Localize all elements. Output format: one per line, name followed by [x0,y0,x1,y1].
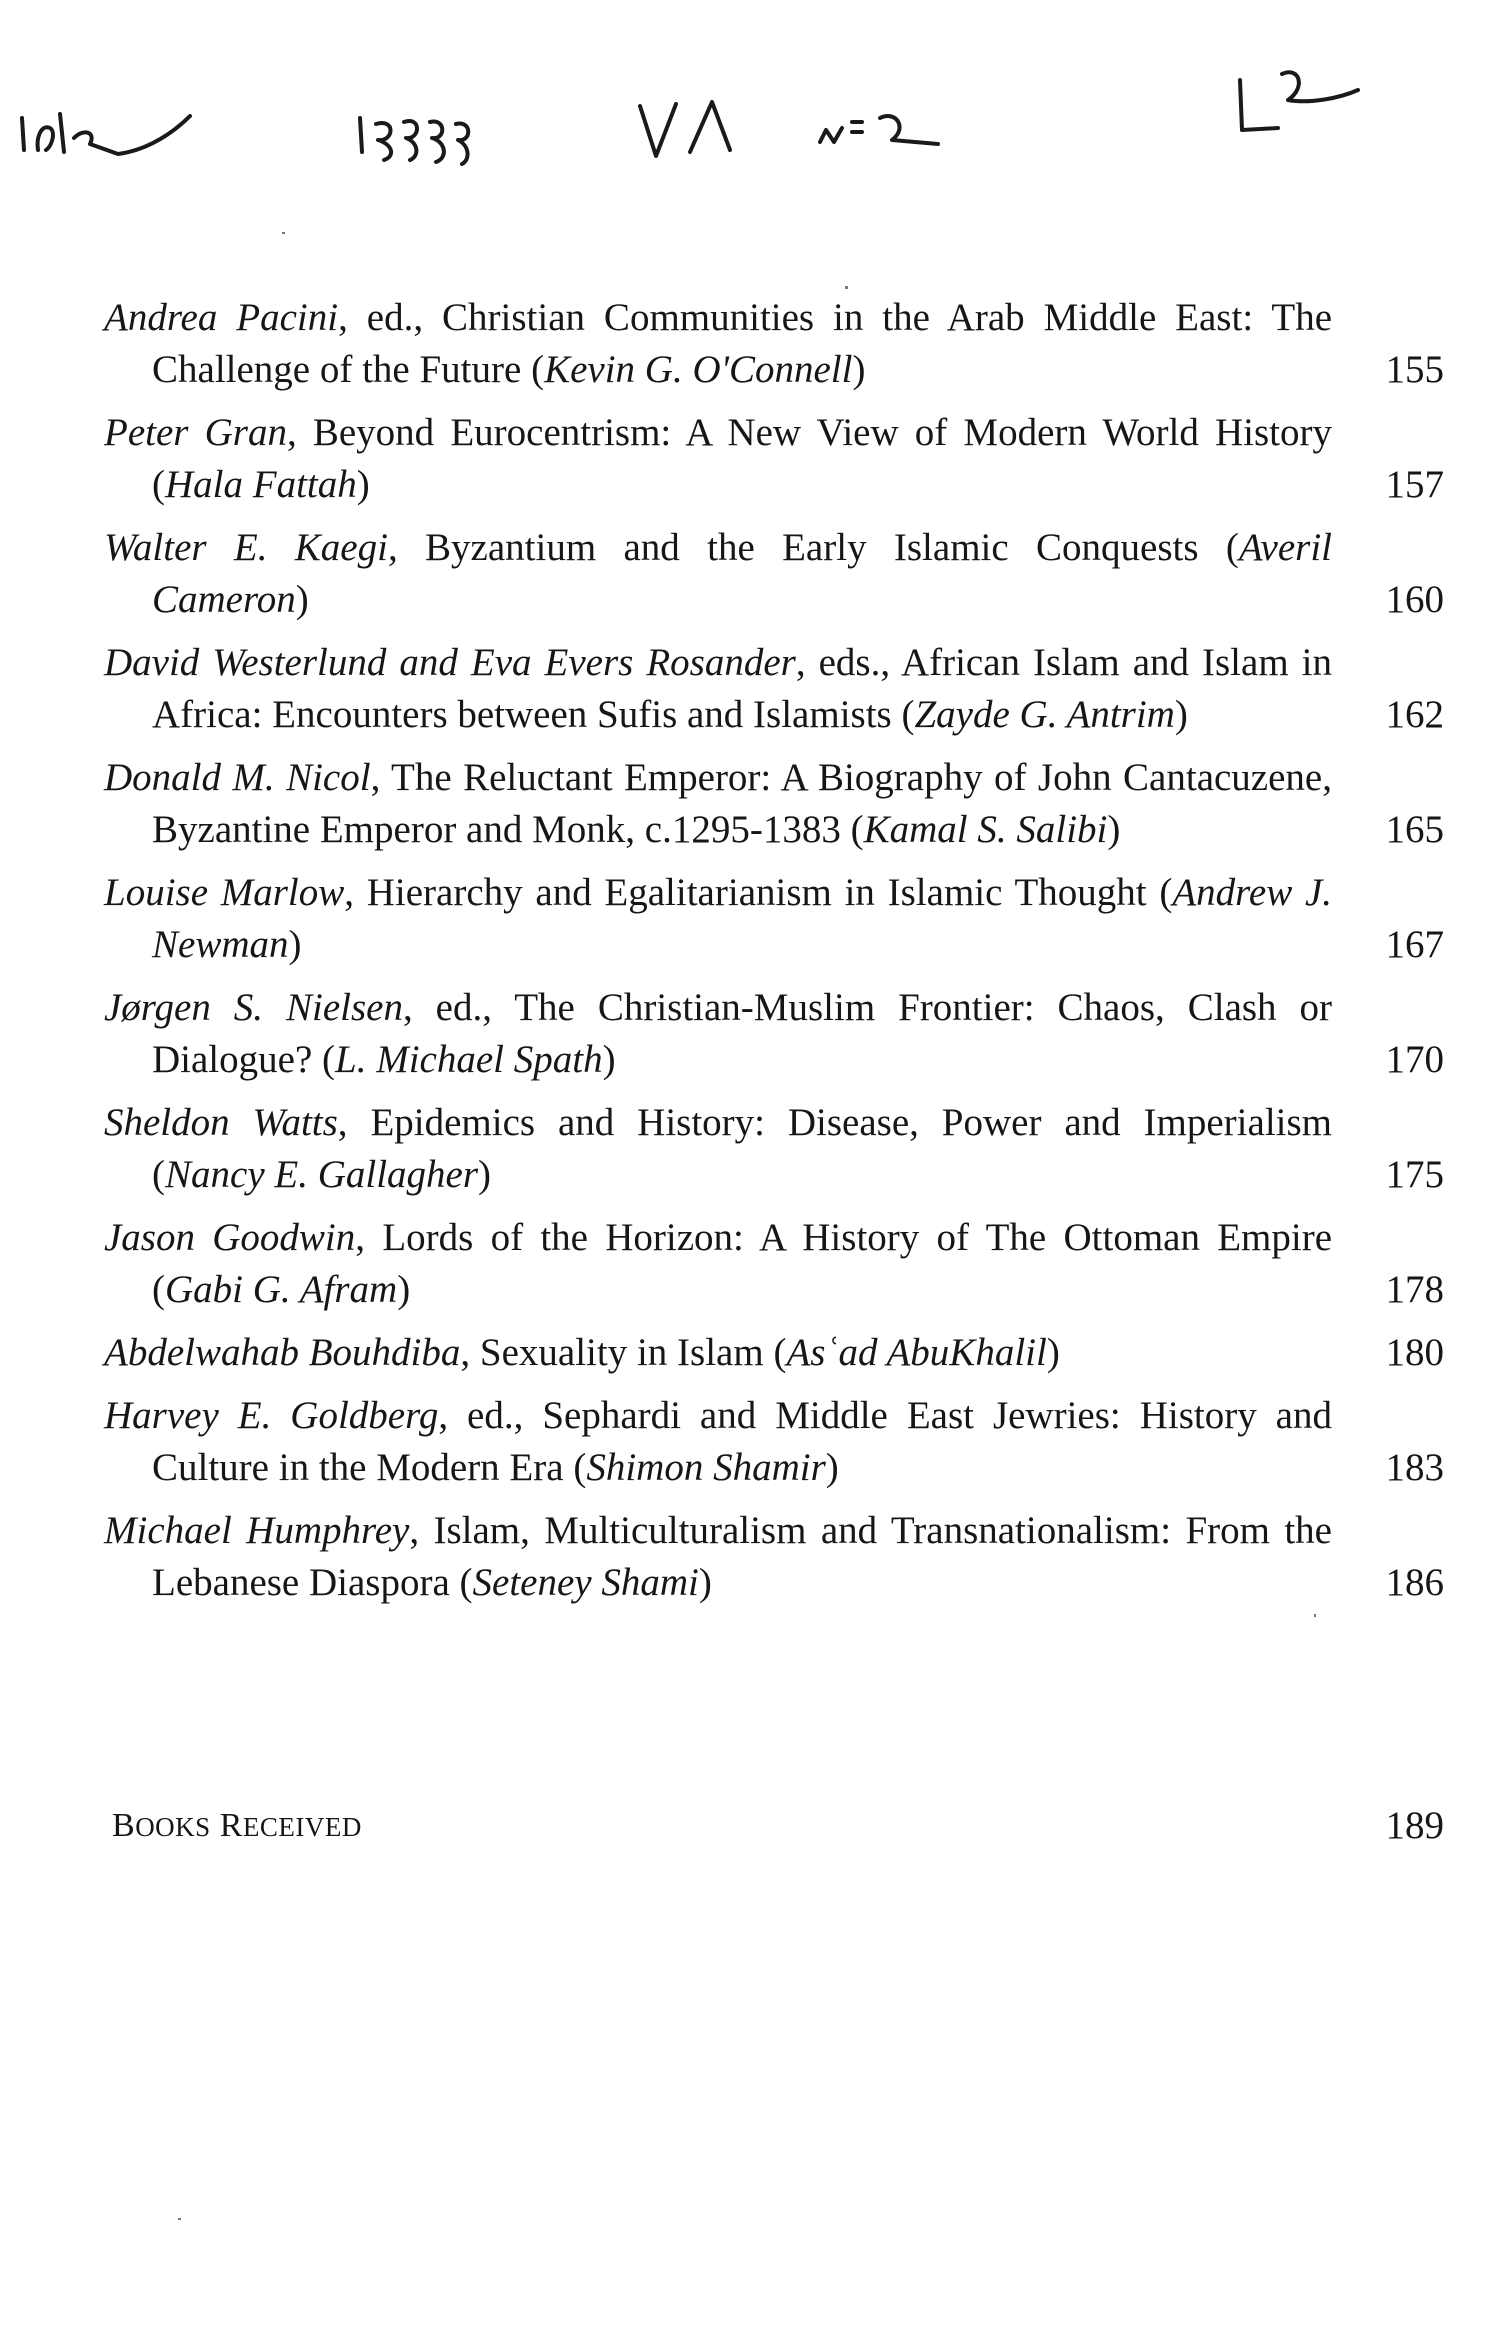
entry-author-suffix: , [387,526,426,569]
entry-title: Beyond Eurocentrism: A New View of Modern World History [312,411,1332,454]
entry-reviewer: Gabi G. Afram [165,1268,398,1311]
entry-author-suffix: , [370,756,392,799]
entry-text: Andrea Pacini, ed., Christian Communities in the Arab Middle East: The Challenge of the Future (Kevin G. O'Connell) [104,296,1333,391]
entry-reviewer: Nancy E. Gallagher [165,1153,479,1196]
handwritten-annotations [0,0,1492,200]
toc-entry[interactable] [104,752,1444,856]
entry-title: Sephardi and Middle East Jewries: History and Culture in the Modern Era [152,1394,1332,1489]
entry-author-suffix: , [286,411,313,454]
entry-author-suffix: , [337,1101,371,1144]
toc-entry[interactable] [104,1505,1444,1609]
entry-text: Abdelwahab Bouhdiba, Sexuality in Islam (Asʿad AbuKhalil) [104,1331,1060,1374]
entry-reviewer: Kevin G. O'Connell [544,348,853,391]
toc-entry[interactable] [104,1390,1444,1494]
entry-author: David Westerlund and Eva Evers Rosander [104,641,796,684]
entry-page-number: 186 [1385,1561,1444,1604]
entry-author-suffix: , ed., [402,986,515,1029]
toc-entry[interactable] [104,407,1444,511]
entry-page-number: 170 [1385,1038,1444,1081]
entry-title: Islam, Multiculturalism and Transnationalism: From the Lebanese Diaspora [152,1509,1332,1604]
entry-text: Jørgen S. Nielsen, ed., The Christian-Muslim Frontier: Chaos, Clash or Dialogue? (L. Michael Spath) [104,986,1332,1081]
entry-page-number: 183 [1385,1446,1444,1489]
table-of-contents [104,292,1444,1620]
entry-reviewer: Zayde G. Antrim [914,693,1175,736]
entry-text: Michael Humphrey, Islam, Multiculturalism and Transnationalism: From the Lebanese Diaspora (Seteney Shami) [104,1509,1332,1604]
entry-author-suffix: , ed., [338,296,443,339]
entry-author: Jason Goodwin [104,1216,356,1259]
entry-author: Sheldon Watts [104,1101,338,1144]
entry-title: Byzantium and the Early Islamic Conquests [425,526,1199,569]
entry-reviewer: Seteney Shami [472,1561,699,1604]
entry-title: Lords of the Horizon: A History of The Ottoman Empire [382,1216,1333,1259]
entry-text: David Westerlund and Eva Evers Rosander, eds., African Islam and Islam in Africa: Encounters between Sufis and Islamists (Zayde G. Antrim) [104,641,1333,736]
toc-entry[interactable] [104,637,1444,741]
entry-author: Louise Marlow [104,871,345,914]
entry-title: Hierarchy and Egalitarianism in Islamic Thought [366,871,1147,914]
toc-entry[interactable] [104,867,1444,971]
entry-reviewer: Shimon Shamir [586,1446,826,1489]
toc-entry[interactable] [104,522,1444,626]
entry-page-number: 160 [1385,578,1444,621]
entry-author: Jørgen S. Nielsen [104,986,403,1029]
entry-page-number: 175 [1385,1153,1444,1196]
entry-author-suffix: , [409,1509,434,1552]
entry-text: Sheldon Watts, Epidemics and History: Disease, Power and Imperialism (Nancy E. Gallagher) [104,1101,1332,1196]
toc-entry[interactable] [104,1327,1444,1379]
entry-reviewer: Andrew J. Newman [152,871,1333,966]
entry-author: Andrea Pacini [104,296,339,339]
entry-reviewer: Hala Fattah [165,463,357,506]
entry-text: Peter Gran, Beyond Eurocentrism: A New View of Modern World History (Hala Fattah) [104,411,1332,506]
entry-reviewer: Averil Cameron [152,526,1332,621]
entry-title: Christian Communities in the Arab Middle East: The Challenge of the Future [152,296,1333,391]
entry-page-number: 180 [1385,1331,1444,1374]
entry-title: Epidemics and History: Disease, Power and Imperialism [370,1101,1332,1144]
books-received-label: BOOKS RECEIVED [112,1807,362,1844]
entry-text: Jason Goodwin, Lords of the Horizon: A History of The Ottoman Empire (Gabi G. Afram) [104,1216,1333,1311]
scan-speck [178,2218,181,2220]
books-received-page-number: 189 [1385,1804,1444,1847]
entry-text: Walter E. Kaegi, Byzantium and the Early Islamic Conquests (Averil Cameron) [104,526,1332,621]
entry-page-number: 167 [1385,923,1444,966]
entry-reviewer: L. Michael Spath [335,1038,603,1081]
entry-author-suffix: , [460,1331,480,1374]
entry-author: Michael Humphrey [104,1509,410,1552]
entry-page-number: 165 [1385,808,1444,851]
entry-text: Harvey E. Goldberg, ed., Sephardi and Middle East Jewries: History and Culture in the Modern Era (Shimon Shamir) [104,1394,1332,1489]
toc-entry[interactable] [104,1212,1444,1316]
entry-page-number: 157 [1385,463,1444,506]
entry-author: Abdelwahab Bouhdiba [104,1331,461,1374]
entry-author: Donald M. Nicol [104,756,371,799]
entry-title: African Islam and Islam in Africa: Encounters between Sufis and Islamists [152,641,1333,736]
entry-author-suffix: , [344,871,367,914]
entry-author: Walter E. Kaegi [104,526,388,569]
toc-entry[interactable] [104,292,1444,396]
books-received-entry[interactable] [112,1800,1444,1853]
entry-author-suffix: , [355,1216,383,1259]
entry-author: Harvey E. Goldberg [104,1394,439,1437]
entry-page-number: 178 [1385,1268,1444,1311]
entry-reviewer: Asʿad AbuKhalil [786,1331,1047,1374]
entry-author-suffix: , eds., [795,641,901,684]
entry-page-number: 155 [1385,348,1444,391]
entry-text: Louise Marlow, Hierarchy and Egalitarianism in Islamic Thought (Andrew J. Newman) [104,871,1333,966]
scan-speck [845,286,848,289]
toc-entry[interactable] [104,1097,1444,1201]
entry-title: The Reluctant Emperor: A Biography of John Cantacuzene, Byzantine Emperor and Monk, c.1295-1383 [152,756,1332,851]
handwriting-drawing [0,0,1492,200]
entry-title: The Christian-Muslim Frontier: Chaos, Clash or Dialogue? [152,986,1332,1081]
entry-title: Sexuality in Islam [479,1331,764,1374]
entry-reviewer: Kamal S. Salibi [863,808,1108,851]
entry-text: Donald M. Nicol, The Reluctant Emperor: A Biography of John Cantacuzene, Byzantine Emperor and Monk, c.1295-1383 (Kamal S. Salibi) [104,756,1332,851]
scan-speck [282,232,285,234]
entry-author-suffix: , ed., [438,1394,543,1437]
toc-entry[interactable] [104,982,1444,1086]
entry-page-number: 162 [1385,693,1444,736]
entry-author: Peter Gran [104,411,287,454]
